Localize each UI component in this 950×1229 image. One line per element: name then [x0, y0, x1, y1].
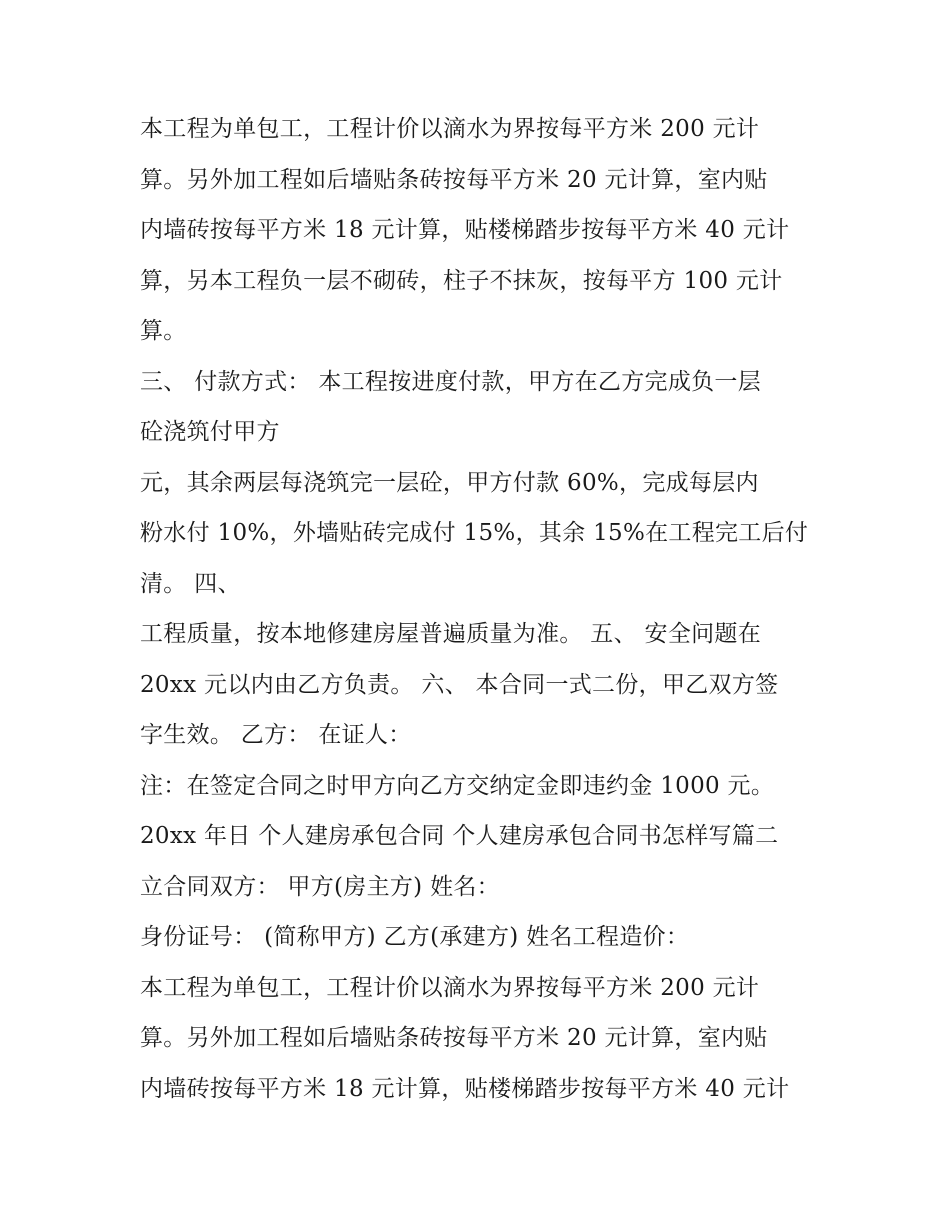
text-line: 本工程为单包工，工程计价以滴水为界按每平方米 200 元计: [140, 116, 760, 142]
text-line: 算。: [140, 318, 187, 344]
text-line: 20xx 元以内由乙方负责。 六、 本合同一式二份，甲乙双方签: [140, 671, 779, 698]
text-line: 字生效。 乙方： 在证人：: [140, 722, 412, 748]
text-line: 清。 四、: [140, 570, 241, 597]
text-line: 三、 付款方式： 本工程按进度付款，甲方在乙方完成负一层: [140, 368, 762, 395]
text-line: 工程质量，按本地修建房屋普遍质量为准。 五、 安全问题在: [140, 621, 762, 647]
text-line: 20xx 年日 个人建房承包合同 个人建房承包合同书怎样写篇二: [140, 823, 779, 849]
text-line: 本工程为单包工，工程计价以滴水为界按每平方米 200 元计: [140, 974, 760, 1001]
text-line: 算。另外加工程如后墙贴条砖按每平方米 20 元计算，室内贴: [140, 166, 768, 193]
text-line: 立合同双方： 甲方(房主方) 姓名：: [140, 873, 500, 900]
contract-body-text: [140, 104, 820, 1114]
text-line: 粉水付 10%，外墙贴砖完成付 15%，其余 15%在工程完工后付: [140, 520, 809, 546]
text-line: 算。另外加工程如后墙贴条砖按每平方米 20 元计算，室内贴: [140, 1025, 768, 1051]
text-line: 算，另本工程负一层不砌砖，柱子不抹灰，按每平方 100 元计: [140, 267, 783, 294]
text-line: 内墙砖按每平方米 18 元计算，贴楼梯踏步按每平方米 40 元计: [140, 1075, 790, 1102]
text-line: 注：在签定合同之时甲方向乙方交纳定金即违约金 1000 元。: [140, 772, 775, 799]
text-line: 元，其余两层每浇筑完一层砼，甲方付款 60%，完成每层内: [140, 469, 759, 496]
text-line: 身份证号： (简称甲方) 乙方(承建方) 姓名工程造价：: [140, 924, 690, 950]
text-line: 内墙砖按每平方米 18 元计算，贴楼梯踏步按每平方米 40 元计: [140, 217, 790, 243]
text-line: 砼浇筑付甲方: [140, 419, 280, 445]
